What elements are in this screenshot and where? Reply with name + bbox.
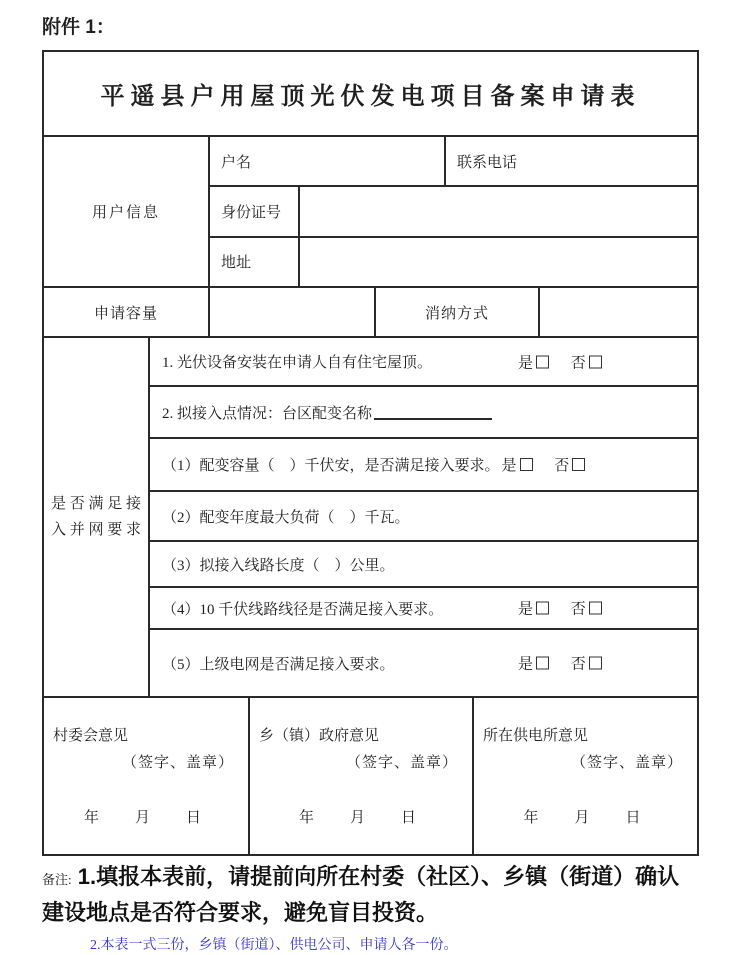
- grid-item-6: [150, 588, 697, 630]
- form-title-row: [44, 52, 697, 137]
- capacity-field[interactable]: [210, 288, 376, 336]
- capacity-row: [44, 288, 697, 338]
- capacity-label: 申请容量: [44, 288, 210, 336]
- user-info-section: [44, 137, 697, 288]
- grid-section-label-line2: 入并网要求: [51, 522, 141, 538]
- notes: [42, 860, 700, 954]
- contact-phone-label: 联系电话: [457, 154, 518, 171]
- grid-items: [150, 338, 697, 696]
- signature-section: [44, 698, 697, 854]
- village-committee-opinion-cell[interactable]: [44, 698, 250, 854]
- user-info-section-label: 用户信息: [44, 137, 210, 286]
- address-row: [210, 238, 697, 286]
- grid-item-3-checkboxes: [502, 454, 586, 475]
- power-supply-station-opinion-title: 所在供电所意见: [483, 728, 589, 744]
- id-number-field[interactable]: [300, 187, 697, 235]
- grid-item-1-checkboxes: [518, 351, 602, 372]
- power-supply-station-opinion-cell[interactable]: [474, 698, 697, 854]
- grid-item-7-checkboxes: [518, 653, 602, 674]
- address-label: 地址: [210, 238, 300, 286]
- yes-label: 是: [518, 656, 534, 673]
- grid-item-1-text: 1. 光伏设备安装在申请人自有住宅屋顶。: [162, 355, 433, 371]
- grid-item-5: [150, 542, 697, 588]
- yes-checkbox[interactable]: [536, 602, 549, 615]
- consumption-label: 消纳方式: [376, 288, 540, 336]
- township-government-opinion-title: 乡（镇）政府意见: [259, 728, 380, 744]
- grid-item-4: [150, 492, 697, 542]
- no-label: 否: [570, 355, 586, 371]
- yes-label: 是: [518, 601, 534, 618]
- yes-label: 是: [501, 458, 517, 474]
- account-name-label: 户名: [221, 154, 252, 171]
- grid-section-label: [44, 338, 150, 696]
- id-number-row: [210, 187, 697, 237]
- sign-stamp-hint: （签字、盖章）: [121, 755, 234, 771]
- grid-item-3: [150, 439, 697, 492]
- no-checkbox[interactable]: [589, 602, 602, 615]
- sign-stamp-hint: （签字、盖章）: [570, 755, 683, 771]
- date-line: 年 月 日: [298, 810, 418, 826]
- no-label: 否: [570, 601, 586, 618]
- grid-item-6-checkboxes: [518, 598, 602, 619]
- no-checkbox[interactable]: [572, 458, 585, 471]
- notes-label: 备注:: [42, 872, 72, 887]
- yes-label: 是: [518, 355, 534, 371]
- grid-item-7: [150, 630, 697, 696]
- form-title: 平遥县户用屋顶光伏发电项目备案申请表: [100, 84, 641, 110]
- no-label: 否: [570, 656, 586, 673]
- note-1-text: 1.填报本表前，请提前向所在村委（社区）、乡镇（街道）确认建设地点是否符合要求，避免盲目投资。: [42, 864, 680, 925]
- sign-stamp-hint: （签字、盖章）: [345, 755, 458, 771]
- application-form-table: [42, 50, 699, 856]
- account-name-field[interactable]: [210, 137, 446, 185]
- grid-item-4-text: （2）配变年度最大负荷（ ）千瓦。: [162, 509, 410, 526]
- consumption-field[interactable]: [540, 288, 697, 336]
- id-number-label: 身份证号: [210, 187, 300, 235]
- attachment-label: 附件 1：: [42, 17, 115, 38]
- date-line: 年 月 日: [523, 810, 643, 826]
- grid-section-label-line1: 是否满足接: [51, 496, 141, 512]
- no-checkbox[interactable]: [589, 355, 602, 368]
- grid-item-5-text: （3）拟接入线路长度（ ）公里。: [162, 557, 395, 574]
- no-checkbox[interactable]: [589, 657, 602, 670]
- grid-item-3-text: （1）配变容量（ ）千伏安，是否满足接入要求。: [162, 458, 500, 474]
- yes-checkbox[interactable]: [536, 355, 549, 368]
- village-committee-opinion-title: 村委会意见: [53, 728, 129, 744]
- transformer-name-blank[interactable]: [374, 405, 492, 420]
- account-name-row: [210, 137, 697, 187]
- contact-phone-field[interactable]: [446, 137, 697, 185]
- note-1: [42, 860, 700, 929]
- grid-item-7-text: （5）上级电网是否满足接入要求。: [162, 656, 395, 673]
- grid-item-2-text: 2. 拟接入点情况：台区配变名称: [162, 405, 373, 422]
- note-2: 2.本表一式三份，乡镇（街道）、供电公司、申请人各一份。: [90, 938, 458, 953]
- grid-item-6-text: （4）10 千伏线路线径是否满足接入要求。: [162, 601, 444, 618]
- grid-item-1: [150, 338, 697, 387]
- date-line: 年 月 日: [83, 810, 203, 826]
- grid-item-2: [150, 387, 697, 439]
- address-field[interactable]: [300, 238, 697, 286]
- yes-checkbox[interactable]: [520, 458, 533, 471]
- grid-requirements-section: [44, 338, 697, 698]
- user-info-rows: [210, 137, 697, 286]
- township-government-opinion-cell[interactable]: [250, 698, 474, 854]
- yes-checkbox[interactable]: [536, 657, 549, 670]
- no-label: 否: [554, 458, 570, 474]
